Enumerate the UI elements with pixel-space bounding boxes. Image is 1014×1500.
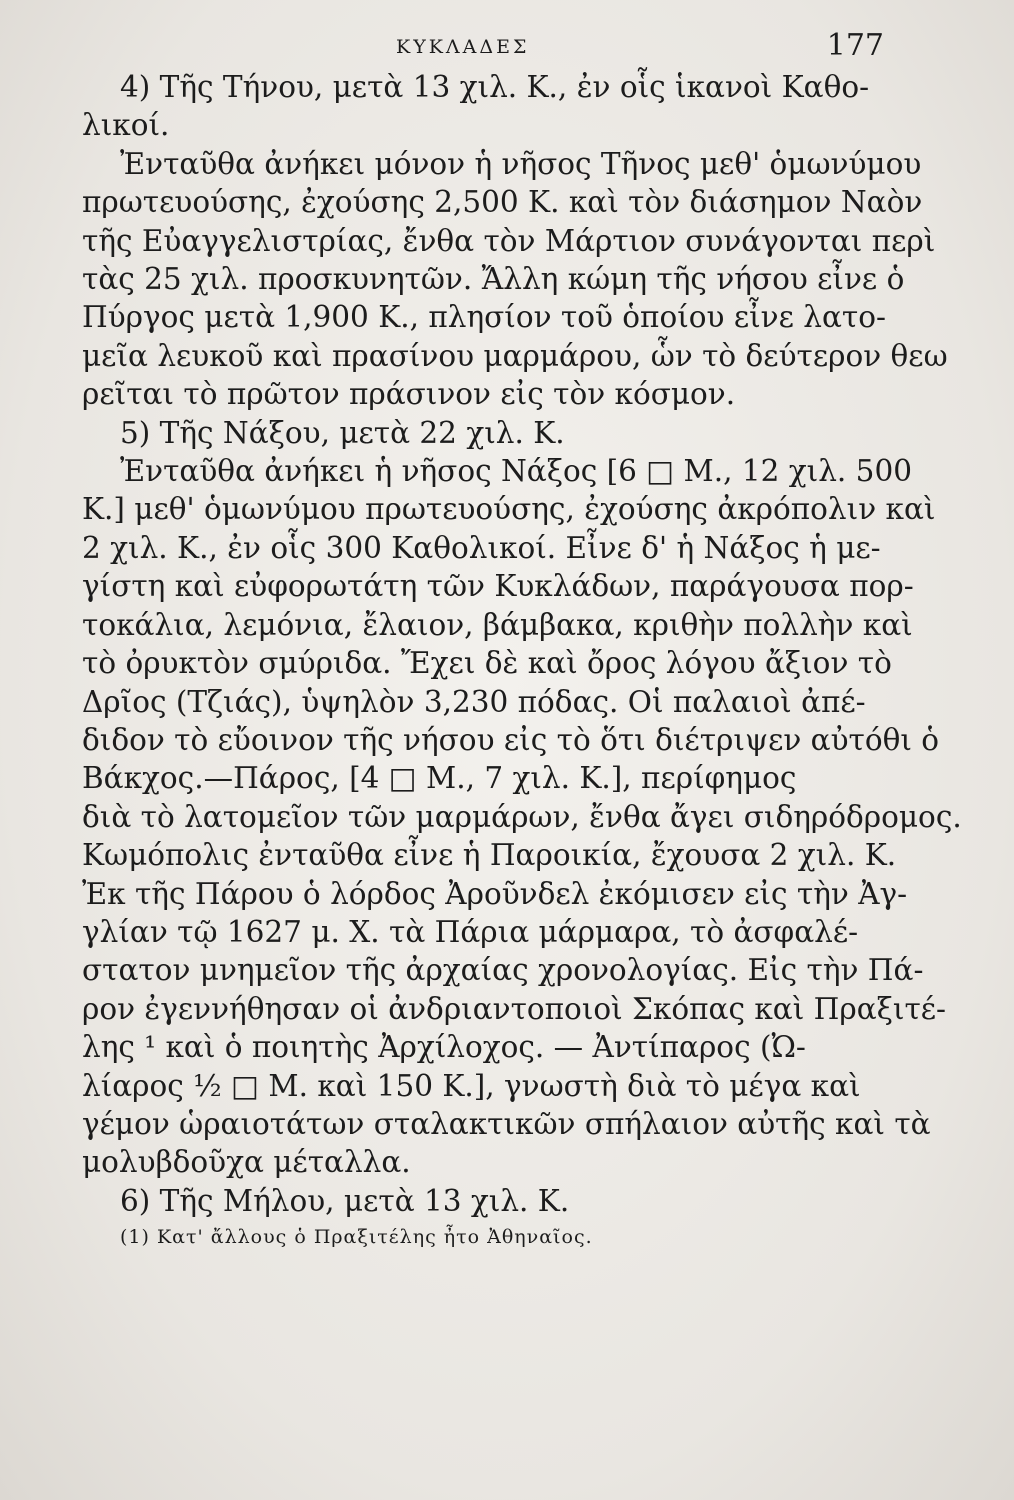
text-line: τὰς 25 χιλ. προσκυνητῶν. Ἄλλη κώμη τῆς νήσου εἶνε ὁ: [82, 262, 905, 297]
page-number: 177: [826, 28, 884, 63]
text-line: τοκάλια, λεμόνια, ἔλαιον, βάμβακα, κριθὴν πολλὴν καὶ: [82, 607, 913, 642]
running-title: ΚΥΚΛΑΔΕΣ: [396, 36, 530, 58]
text-line: 5) Τῆς Νάξου, μετὰ 22 χιλ. Κ.: [120, 415, 565, 450]
text-line: Ἐνταῦθα ἀνήκει ἡ νῆσος Νάξος [6 □ Μ., 12 χιλ. 500: [120, 454, 912, 489]
text-line: τὸ ὀρυκτὸν σμύριδα. Ἔχει δὲ καὶ ὄρος λόγου ἄξιον τὸ: [82, 646, 892, 681]
text-line: λικοί.: [82, 108, 170, 143]
text-line: Πύργος μετὰ 1,900 Κ., πλησίον τοῦ ὁποίου εἶνε λατο-: [82, 300, 886, 335]
text-line: ρον ἐγεννήθησαν οἱ ἀνδριαντοποιοὶ Σκόπας καὶ Πραξιτέ-: [82, 991, 947, 1026]
text-line: λίαρος ½ □ Μ. καὶ 150 Κ.], γνωστὴ διὰ τὸ μέγα καὶ: [82, 1068, 861, 1103]
text-line: γλίαν τῷ 1627 μ. Χ. τὰ Πάρια μάρμαρα, τὸ ἀσφαλέ-: [82, 914, 859, 949]
text-line: διὰ τὸ λατομεῖον τῶν μαρμάρων, ἔνθα ἄγει σιδηρόδρομος.: [82, 799, 962, 834]
text-line: ρεῖται τὸ πρῶτον πράσινον εἰς τὸν κόσμον.: [82, 377, 736, 412]
text-line: Ἐνταῦθα ἀνήκει μόνον ἡ νῆσος Τῆνος μεθ' ὁμωνύμου: [120, 146, 922, 181]
text-line: Κ.] μεθ' ὁμωνύμου πρωτευούσης, ἐχούσης ἀκρόπολιν καὶ: [82, 492, 936, 527]
text-line: 6) Τῆς Μήλου, μετὰ 13 χιλ. Κ.: [120, 1183, 570, 1218]
text-line: Ἐκ τῆς Πάρου ὁ λόρδος Ἀροῦνδελ ἐκόμισεν εἰς τὴν Ἀγ-: [82, 876, 908, 911]
text-line: γέμον ὡραιοτάτων σταλακτικῶν σπήλαιον αὐτῆς καὶ τὰ: [82, 1106, 931, 1141]
body-text: [82, 68, 962, 1220]
text-line: μεῖα λευκοῦ καὶ πρασίνου μαρμάρου, ὧν τὸ δεύτερον θεω: [82, 338, 948, 373]
text-line: γίστη καὶ εὐφορωτάτη τῶν Κυκλάδων, παράγουσα πορ-: [82, 569, 914, 604]
text-line: Δρῖος (Τζιάς), ὑψηλὸν 3,230 πόδας. Οἱ παλαιοὶ ἀπέ-: [82, 684, 866, 719]
text-line: λης ¹ καὶ ὁ ποιητὴς Ἀρχίλοχος. — Ἀντίπαρος (Ὠ-: [82, 1030, 806, 1065]
text-line: Κωμόπολις ἐνταῦθα εἶνε ἡ Παροικία, ἔχουσα 2 χιλ. Κ.: [82, 838, 897, 873]
text-line: μολυβδοῦχα μέταλλα.: [82, 1145, 411, 1180]
text-line: Βάκχος.—Πάρος, [4 □ Μ., 7 χιλ. Κ.], περίφημος: [82, 761, 797, 796]
text-line: διδον τὸ εὔοινον τῆς νήσου εἰς τὸ ὅτι διέτριψεν αὐτόθι ὁ: [82, 722, 940, 757]
text-line: τῆς Εὐαγγελιστρίας, ἔνθα τὸν Μάρτιον συνάγονται περὶ: [82, 223, 936, 258]
text-line: 4) Τῆς Τήνου, μετὰ 13 χιλ. Κ., ἐν οἷς ἱκανοὶ Καθο-: [120, 70, 870, 104]
footnote: (1) Κατ' ἄλλους ὁ Πραξιτέλης ἦτο Ἀθηναῖος.: [120, 1226, 593, 1249]
text-line: 2 χιλ. Κ., ἐν οἷς 300 Καθολικοί. Εἶνε δ' ἡ Νάξος ἡ με-: [82, 530, 881, 565]
text-line: στατον μνημεῖον τῆς ἀρχαίας χρονολογίας. Εἰς τὴν Πά-: [82, 953, 924, 988]
page-header: [82, 28, 884, 68]
text-line: πρωτευούσης, ἐχούσης 2,500 Κ. καὶ τὸν διάσημον Ναὸν: [82, 185, 923, 220]
